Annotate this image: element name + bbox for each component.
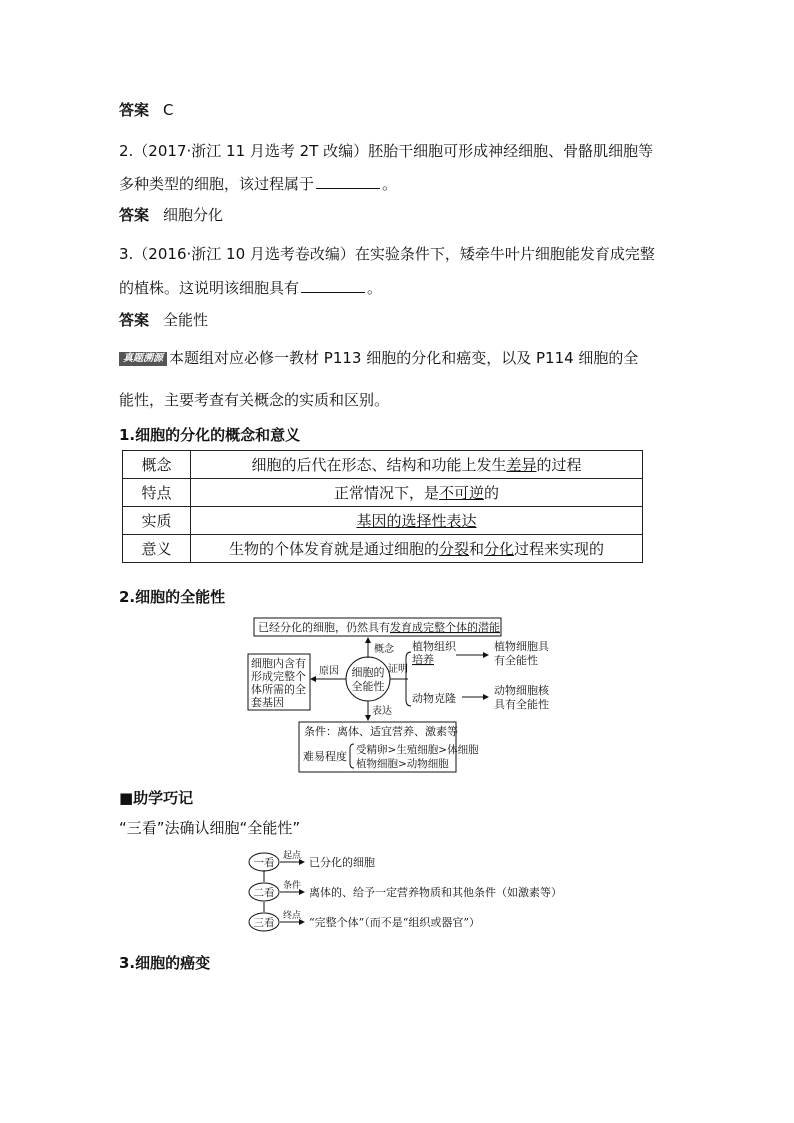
concept-table [122, 450, 643, 563]
concept-text: 已经分化的细胞，仍然具有发育成完整个体的潜能 [258, 621, 500, 634]
look-text-1: 已分化的细胞 [309, 856, 375, 869]
question-2-line-2 [119, 174, 397, 194]
difficulty-order-1: 受精卵>生殖细胞>体细胞 [356, 744, 479, 756]
difficulty-label: 难易程度 [303, 750, 347, 763]
answer-2 [119, 205, 223, 225]
plant-method-1: 植物组织 [412, 640, 456, 653]
table-row [123, 535, 643, 563]
look-text-3: “完整个体”（而不是“组织或器官”） [309, 916, 480, 929]
table-value: 基因的选择性表达 [191, 507, 643, 535]
totipotency-diagram [244, 614, 564, 776]
gene-text-4: 套基因 [251, 696, 284, 709]
section-3-title: 3.细胞的癌变 [119, 954, 211, 972]
question-3-line-2 [119, 278, 382, 298]
animal-result-2: 具有全能性 [494, 698, 549, 711]
source-line-1 [119, 348, 638, 368]
condition-text: 条件：离体、适宜营养、激素等 [304, 725, 458, 738]
table-key: 概念 [123, 451, 191, 479]
gene-text-3: 体所需的全 [251, 683, 306, 696]
question-2-text: 多种类型的细胞，该过程属于 [119, 175, 315, 193]
plant-method-2: 培养 [412, 653, 434, 666]
plant-result-2: 有全能性 [494, 654, 538, 667]
answer-value: C [163, 101, 174, 119]
gene-text-2: 形成完整个 [251, 670, 306, 683]
look-row-1 [249, 849, 375, 871]
center-circle [346, 657, 390, 701]
table-row [123, 451, 643, 479]
question-3-line-1: 3.（2016·浙江 10 月选考卷改编）在实验条件下，矮牵牛叶片细胞能发育成完整 [119, 245, 655, 263]
reason-label: 原因 [319, 666, 339, 677]
look-label-1: 起点 [283, 851, 302, 861]
answer-label: 答案 [119, 206, 150, 224]
concept-label: 概念 [374, 644, 394, 655]
table-value: 生物的个体发育就是通过细胞的分裂和分化过程来实现的 [191, 535, 643, 563]
plant-result-1: 植物细胞具 [494, 640, 549, 653]
table-row [123, 479, 643, 507]
difficulty-order-2: 植物细胞>动物细胞 [356, 758, 449, 770]
center-text-1: 细胞的 [351, 666, 385, 679]
look-badge-text-2: 二看 [253, 887, 275, 899]
tips-subtitle: “三看”法确认细胞“全能性” [119, 819, 301, 837]
difficulty-brace [350, 744, 354, 768]
answer-value: 细胞分化 [163, 206, 224, 224]
tips-title: ■助学巧记 [119, 789, 194, 807]
look-badge-text-3: 三看 [253, 917, 275, 929]
answer-label: 答案 [119, 311, 150, 329]
answer-1 [119, 100, 174, 120]
table-key: 特点 [123, 479, 191, 507]
express-label: 表达 [372, 706, 392, 717]
table-value: 正常情况下，是不可逆的 [191, 479, 643, 507]
question-3-end: 。 [367, 279, 383, 297]
animal-result-1: 动物细胞核 [494, 684, 549, 697]
answer-3 [119, 310, 208, 330]
section-1-title: 1.细胞的分化的概念和意义 [119, 426, 301, 444]
look-row-2 [249, 879, 562, 901]
look-label-3: 终点 [283, 911, 302, 921]
look-text-2: 离体的、给予一定营养物质和其他条件（如激素等） [309, 886, 562, 899]
section-2-title: 2.细胞的全能性 [119, 588, 226, 606]
table-value: 细胞的后代在形态、结构和功能上发生差异的过程 [191, 451, 643, 479]
animal-method: 动物克隆 [412, 692, 456, 705]
look-badge-text-1: 一看 [253, 857, 275, 869]
question-3-text: 的植株。这说明该细胞具有 [119, 279, 300, 297]
three-look-diagram [246, 846, 576, 936]
table-key: 意义 [123, 535, 191, 563]
table-row [123, 507, 643, 535]
answer-blank [301, 278, 365, 293]
center-text-2: 全能性 [351, 680, 385, 693]
question-2-line-1: 2.（2017·浙江 11 月选考 2T 改编）胚胎干细胞可形成神经细胞、骨骼肌细胞等 [119, 142, 654, 160]
question-2-end: 。 [382, 175, 398, 193]
prove-label: 证明 [388, 664, 408, 675]
table-key: 实质 [123, 507, 191, 535]
answer-value: 全能性 [163, 311, 209, 329]
answer-blank [316, 174, 380, 189]
look-label-2: 条件 [283, 881, 302, 891]
answer-label: 答案 [119, 101, 150, 119]
source-text: 本题组对应必修一教材 P113 细胞的分化和癌变，以及 P114 细胞的全 [169, 349, 639, 367]
source-tag: 真题溯源 [119, 352, 167, 366]
source-line-2: 能性，主要考查有关概念的实质和区别。 [119, 391, 390, 409]
look-row-3 [249, 909, 480, 931]
gene-text-1: 细胞内含有 [251, 657, 306, 670]
